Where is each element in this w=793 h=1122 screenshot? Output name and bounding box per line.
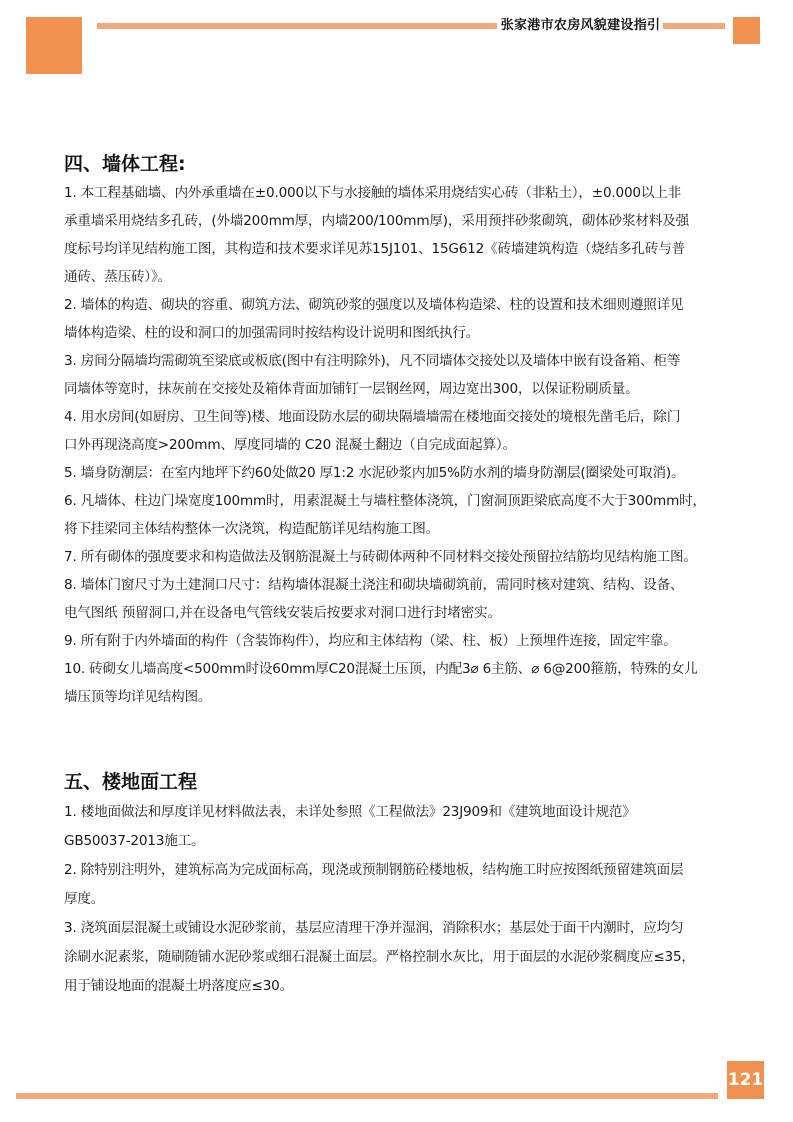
document-title: 张家港市农房风貌建设指引: [500, 18, 661, 33]
paragraph-line: 通砖、蒸压砖）》。: [64, 269, 171, 285]
paragraph-line: 3. 房间分隔墙均需砌筑至梁底或板底(图中有注明除外)，凡不同墙体交接处以及墙体中嵌有设备箱、柜等: [64, 353, 681, 369]
paragraph-line: 4. 用水房间(如厨房、卫生间等)楼、地面设防水层的砌块隔墙墙需在楼地面交接处的境根先凿毛后，除门: [64, 409, 681, 425]
paragraph-line: 9. 所有附于内外墙面的构件（含装饰构件），均应和主体结构（梁、柱、板）上预埋件连接，固定牢靠。: [64, 633, 677, 649]
paragraph-line: 电气图纸 预留洞口,并在设备电气管线安装后按要求对洞口进行封堵密实。: [64, 605, 501, 621]
paragraph-line: 1. 本工程基础墙、内外承重墙在±0.000以下与水接触的墙体采用烧结实心砖（非粘土），±0.000以上非: [64, 185, 682, 201]
paragraph-line: 墙压顶等均详见结构图。: [64, 689, 212, 705]
page-number: 121: [727, 1061, 764, 1099]
paragraph-line: 1. 楼地面做法和厚度详见材料做法表，未详处参照《工程做法》23J909和《建筑地面设计规范》: [64, 804, 636, 820]
paragraph-line: 将下挂梁同主体结构整体一次浇筑，构造配筋详见结构施工图。: [64, 521, 440, 537]
paragraph-line: 度标号均详见结构施工图，其构造和技术要求详见苏15J101、15G612《砖墙建筑构造（烧结多孔砖与普: [64, 241, 685, 257]
paragraph-line: 8. 墙体门窗尺寸为土建洞口尺寸：结构墙体混凝土浇注和砌块墙砌筑前，需同时核对建筑、结构、设备、: [64, 577, 684, 593]
paragraph-line: 2. 墙体的构造、砌块的容重、砌筑方法、砌筑砂浆的强度以及墙体构造梁、柱的设置和技术细则遵照详见: [64, 297, 684, 313]
paragraph-line: 3. 浇筑面层混凝土或铺设水泥砂浆前，基层应清理干净并湿润，消除积水；基层处于面干内潮时，应均匀: [64, 920, 684, 936]
paragraph-line: 2. 除特别注明外，建筑标高为完成面标高，现浇或预制钢筋砼楼地板，结构施工时应按图纸预留建筑面层: [64, 862, 684, 878]
paragraph-line: 承重墙采用烧结多孔砖，(外墙200mm厚，内墙200/100mm厚)，采用预拌砂浆砌筑，砌体砂浆材料及强: [64, 213, 689, 229]
paragraph-line: GB50037-2013施工。: [64, 833, 205, 849]
paragraph-line: 5. 墙身防潮层：在室内地坪下约60处做20 厚1:2 水泥砂浆内加5%防水剂的墙身防潮层(圈梁处可取消)。: [64, 465, 685, 481]
paragraph-line: 同墙体等宽时，抹灰前在交接处及箱体背面加铺钉一层钢丝网，周边宽出300，以保证粉刷质量。: [64, 381, 639, 397]
section-title: 五、楼地面工程: [64, 771, 198, 793]
footer-rule: [16, 1093, 718, 1099]
header-rule-right: [663, 23, 725, 29]
paragraph-line: 10. 砖砌女儿墙高度<500mm时设60mm厚C20混凝土压顶，内配3⌀ 6主筋、⌀ 6@200箍筋，特殊的女儿: [64, 661, 698, 677]
paragraph-line: 墙体构造梁、柱的设和洞口的加强需同时按结构设计说明和图纸执行。: [64, 325, 480, 341]
header-right-block: [733, 17, 760, 44]
paragraph-line: 用于铺设地面的混凝土坍落度应≤30。: [64, 978, 293, 994]
paragraph-line: 6. 凡墙体、柱边门垛宽度100mm时，用素混凝土与墙柱整体浇筑，门窗洞顶距梁底高度不大于300mm时，: [64, 493, 706, 509]
paragraph-line: 口外再现浇高度>200mm、厚度同墙的 C20 混凝土翻边（自完成面起算）。: [64, 437, 516, 453]
paragraph-line: 涂刷水泥素浆，随刷随铺水泥砂浆或细石混凝土面层。严格控制水灰比，用于面层的水泥砂浆稠度应≤35，: [64, 949, 695, 965]
paragraph-line: 7. 所有砌体的强度要求和构造做法及钢筋混凝土与砖砌体两种不同材料交接处预留拉结筋均见结构施工图。: [64, 549, 697, 565]
section-title: 四、墙体工程:: [64, 153, 186, 175]
header-rule-left: [97, 23, 497, 29]
paragraph-line: 厚度。: [64, 891, 105, 907]
header-left-block: [26, 17, 82, 74]
